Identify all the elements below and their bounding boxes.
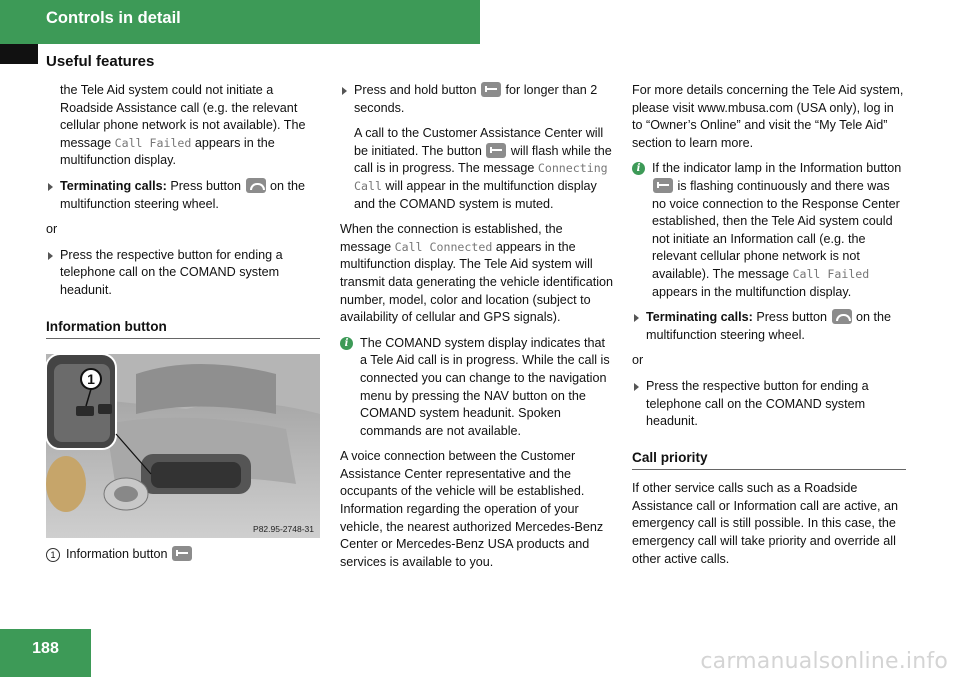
connection-paragraph: When the connection is established, the message Call Connected appears in the multifunction display. The Tele Aid system will transmit data generating the vehicle identification number, model, color and location (subject to availability of cellular and GPS signals). <box>340 222 614 325</box>
intro-paragraph: the Tele Aid system could not initiate a Roadside Assistance call (e.g. the relevant cellular phone network is not available). The message Call Failed appears in the multifunction display. <box>60 83 306 168</box>
column-2 <box>340 82 615 579</box>
figure-callout-1: 1 <box>87 371 95 388</box>
terminating-calls-step: Terminating calls: Press button on the multifunction steering wheel. <box>46 178 320 213</box>
end-call-step: Press the respective button for ending a telephone call on the COMAND system headunit. <box>632 378 906 431</box>
figure-caption: 1 Information button <box>46 546 320 564</box>
end-call-phone-icon <box>246 178 266 193</box>
press-hold-step: Press and hold button for longer than 2 seconds. <box>340 82 615 117</box>
terminating-calls-step: Terminating calls: Press button on the multifunction steering wheel. <box>632 309 906 344</box>
display-message: Connecting Call <box>354 161 608 193</box>
info-call-button-icon <box>172 546 192 561</box>
callout-number: 1 <box>46 548 60 562</box>
info-note-icon: i <box>340 337 353 350</box>
section-title-information-button: Information button <box>46 318 320 340</box>
figure-code: P82.95-2748-31 <box>253 524 314 535</box>
watermark: carmanualsonline.info <box>700 649 948 675</box>
page-title: Controls in detail <box>46 9 181 27</box>
info-call-button-icon <box>481 82 501 97</box>
column-3 <box>632 82 906 576</box>
info-note: i The COMAND system display indicates that a Tele Aid call is in progress. While the call is connected you can change to the navigation menu by pressing the NAV button on the COMAND system headunit. Spoken commands are not available. <box>340 335 615 441</box>
info-call-button-icon <box>486 143 506 158</box>
corner-block <box>0 44 38 64</box>
voice-connection-paragraph: A voice connection between the Customer Assistance Center representative and the occupants of the vehicle will be established. Information regarding the operation of your vehicle, the nearest authorized Mercedes-Benz Center or Mercedes-Benz USA products and services is available to you. <box>340 449 604 569</box>
display-message: Call Connected <box>394 239 493 254</box>
console-illustration <box>46 354 320 538</box>
or-text: or <box>632 353 644 368</box>
call-priority-paragraph: If other service calls such as a Roadside Assistance call or Information call are active, an emergency call is still possible. In this case, the emergency call will take priority and override all other active calls. <box>632 481 898 566</box>
section-title-call-priority: Call priority <box>632 449 906 471</box>
display-message: Call Failed <box>114 135 192 150</box>
info-note: i If the indicator lamp in the Information button is flashing continuously and there was no voice connection to the Response Center established, then the Tele Aid system could not initiate an Information call (e.g. the relevant cellular phone network is not available). The message Call Failed appears in the multifunction display. <box>632 160 906 301</box>
info-note-icon: i <box>632 162 645 175</box>
info-call-button-icon <box>653 178 673 193</box>
information-button-photo <box>46 354 320 538</box>
page-number: 188 <box>32 640 59 657</box>
details-paragraph: For more details concerning the Tele Aid system, please visit www.mbusa.com (USA only), log in to “Owner’s Online” and visit the “My Tele Aid” section to learn more. <box>632 83 904 150</box>
or-text: or <box>46 222 58 237</box>
section-subtitle: Useful features <box>46 53 155 70</box>
call-initiated-paragraph: A call to the Customer Assistance Center will be initiated. The button will flash while the call is in progress. The message Connecting Call will appear in the multifunction display and the COMAND system is muted. <box>354 126 612 211</box>
display-message: Call Failed <box>792 266 870 281</box>
end-call-step: Press the respective button for ending a telephone call on the COMAND system headunit. <box>46 247 320 300</box>
end-call-phone-icon <box>832 309 852 324</box>
column-1 <box>46 82 320 564</box>
